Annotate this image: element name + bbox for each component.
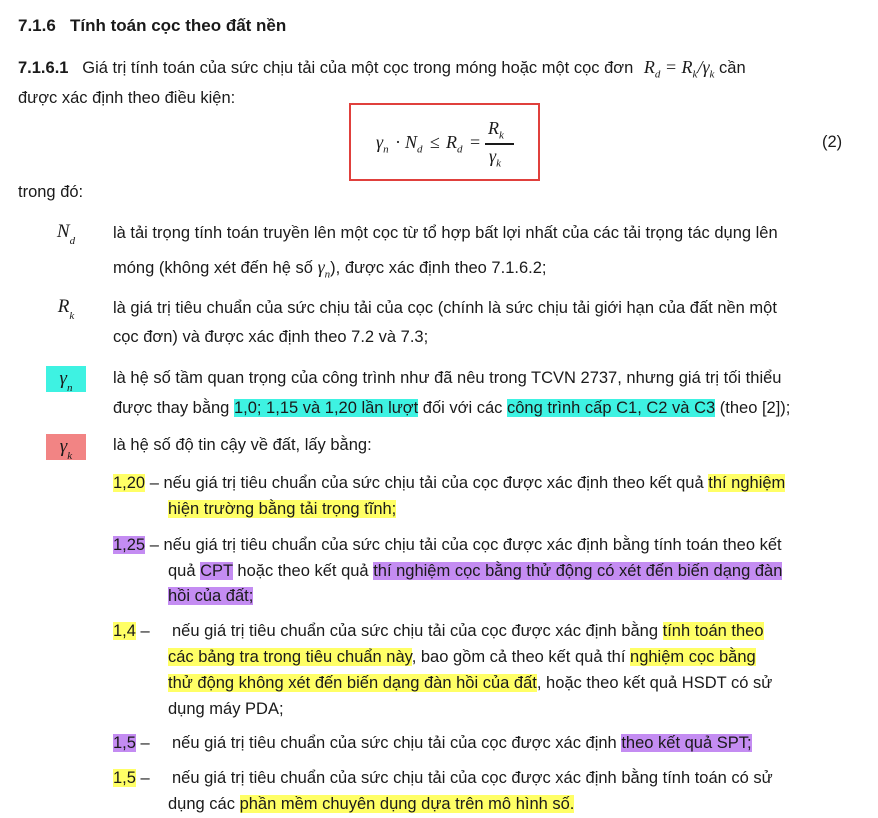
clause-line-2: được xác định theo điều kiện: [18,89,236,107]
clause-text: Giá trị tính toán của sức chịu tải của một cọc trong móng hoặc một cọc đơn [82,59,634,77]
formula-numerator: $R_k$ [488,118,504,142]
symbol-gamma-n: $\gamma_n$ [46,366,86,392]
clause-number: 7.1.6.1 [18,59,69,77]
case-1-5-software-line-2: dụng các phần mềm chuyên dụng dựa trên mô hình số. [168,795,575,813]
case-1-4-text-line-1: nếu giá trị tiêu chuẩn của sức chịu tải của cọc được xác định bằng tính toán theo [172,622,764,640]
formula-dot: · [395,132,401,152]
case-1-5-software-line-1: 1,5 – [113,769,150,787]
case-1-5-spt-line-1: 1,5 – [113,734,150,752]
case-1-5-software-text-1: nếu giá trị tiêu chuẩn của sức chịu tải của cọc được xác định bằng tính toán có sử [172,769,773,787]
formula-n-d: $N_d$ [405,132,423,156]
case-code: 1,5 [113,734,136,752]
case-code: 1,5 [113,769,136,787]
equation-number: (2) [822,133,843,151]
clause-line-1 [18,55,746,87]
formula-denominator: $\gamma_k$ [489,146,501,170]
case-1-4-line-2: các bảng tra trong tiêu chuẩn này, bao gồm cả theo kết quả thí nghiệm cọc bằng [168,648,756,666]
section-title: Tính toán cọc theo đất nền [69,16,287,35]
case-1-25-line-2: quả CPT hoặc theo kết quả thí nghiệm cọc bằng thử động có xét đến biến dạng đàn [168,562,783,580]
formula-gamma-n: $\gamma_n$ [376,132,389,156]
formula-equals: = [470,132,481,152]
case-1-4-line-4: dụng máy PDA; [168,700,284,718]
formula-leq: ≤ [430,132,440,152]
clause-tail: cần [719,59,746,77]
definition-r-k-line-2: cọc đơn) và được xác định theo 7.2 và 7.3; [113,328,429,346]
highlight-construction-class: công trình cấp C1, C2 và C3 [506,399,716,417]
where-label: trong đó: [18,183,84,201]
definition-gamma-n-line-1: là hệ số tầm quan trọng của công trình như đã nêu trong TCVN 2737, nhưng giá trị tối thiểu [113,369,782,387]
symbol-gamma-k: $\gamma_k$ [46,434,86,460]
case-1-4-line-3: thử động không xét đến biến dạng đàn hồi của đất, hoặc theo kết quả HSDT có sử [168,674,773,692]
case-1-20-line-2: hiện trường bằng tải trọng tĩnh; [168,500,397,518]
case-1-25-line-1: 1,25 – nếu giá trị tiêu chuẩn của sức chịu tải của cọc được xác định bằng tính toán theo kết [113,536,782,554]
case-1-25-line-3: hồi của đất; [168,587,254,605]
symbol-n-d: $N_d$ [56,221,76,247]
case-1-20-line-1: 1,20 – nếu giá trị tiêu chuẩn của sức chịu tải của cọc được xác định theo kết quả thí nghiệm [113,474,786,492]
section-heading [18,14,286,38]
definition-r-k-line-1: là giá trị tiêu chuẩn của sức chịu tải của cọc (chính là sức chịu tải giới hạn của đất nền một [113,299,777,317]
case-1-5-spt-text: nếu giá trị tiêu chuẩn của sức chịu tải của cọc được xác định theo kết quả SPT; [172,734,752,752]
inline-formula: $R_d = R_k/\gamma_k$ [643,57,715,81]
definition-gamma-k-line-1: là hệ số độ tin cậy về đất, lấy bằng: [113,436,372,454]
symbol-r-k: $R_k$ [57,296,75,322]
case-1-4-line-1: 1,4 – [113,622,150,640]
case-code: 1,4 [113,622,136,640]
fraction-bar [485,143,514,145]
formula-r-d: $R_d$ [446,132,463,156]
highlight-factor-values: 1,0; 1,15 và 1,20 lần lượt [233,399,419,417]
case-code: 1,20 [113,474,146,492]
definition-n-d-line-1: là tải trọng tính toán truyền lên một cọc từ tổ hợp bất lợi nhất của các tải trọng tác dụng lên [113,224,778,242]
definition-n-d-line-2: móng (không xét đến hệ số $\gamma_n$), được xác định theo 7.1.6.2; [113,257,547,281]
definition-gamma-n-line-2: được thay bằng 1,0; 1,15 và 1,20 lần lượt đối với các công trình cấp C1, C2 và C3 (theo [2]); [113,399,791,417]
section-number: 7.1.6 [18,16,56,35]
case-code: 1,25 [113,536,146,554]
